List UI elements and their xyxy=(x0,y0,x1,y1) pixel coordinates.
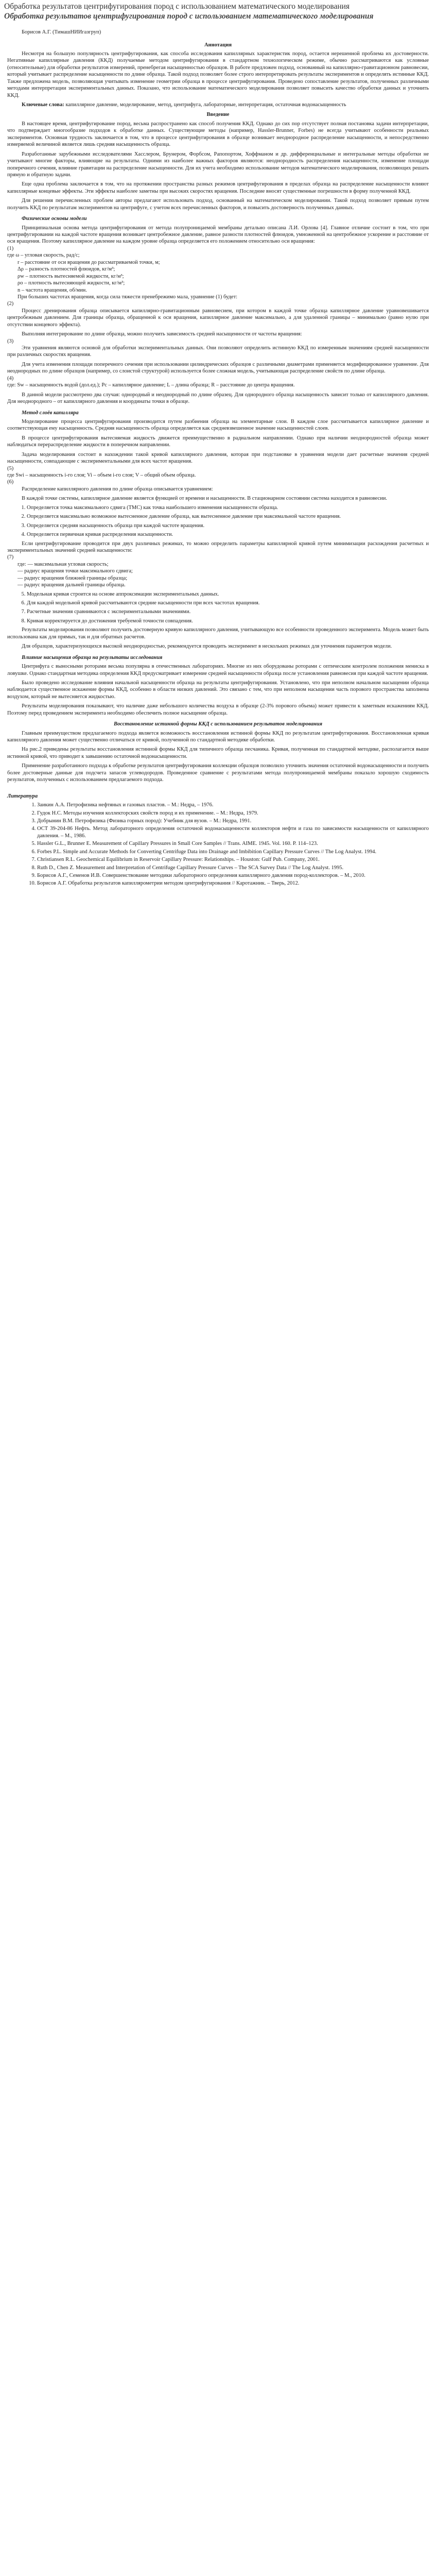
equation-3-label: (3) xyxy=(7,338,14,344)
method-p1: Моделирование процесса центрифугирования производится путем разбиения образца на элементарные слои. В каждом слое рассчитывается капиллярное давление и соответствующая ему насыщенность. Средняя насыщенность образца определяется как средневзвешенное значение насыщенностей слоев. xyxy=(7,418,429,432)
influence-p2: Было проведено исследование влияния начальной насыщенности образца на результаты центрифугирования. Установлено, что при неполном начальном насыщении образца наблюдается существенное искажение формы ККД, особенно в области низких давлений. Это связано с тем, что при неполном насыщении часть порового пространства заполнена воздухом, который не вытесняется жидкостью. xyxy=(7,680,429,700)
list-item: 5. Модельная кривая строится на основе аппроксимации экспериментальных данных. xyxy=(27,591,429,598)
physics-title: Физические основы модели xyxy=(22,216,87,222)
def-item: — радиус вращения ближней границы образца; xyxy=(18,575,128,581)
method-list-2 xyxy=(7,591,429,625)
influence-title-2: Восстановление истинной формы ККД с использованием результатов моделирования xyxy=(113,721,322,727)
reference-item: 4. ОСТ 39-204-86 Нефть. Метод лабораторного определения остаточной водонасыщенности коллекторов нефти и газа по зависимости насыщенности от капиллярного давления. – М., 1986. xyxy=(37,825,429,839)
abstract-text: Несмотря на большую популярность центрифугирования, как способа исследования капиллярных характеристик пород, остается нерешенной проблема их достоверности. Негативные капиллярные давления (ККД) получаемые методом центрифугирования в стандартном технологическом режиме, обычно рассматриваются как условные (относительные) для обработки результатов измерений, пренебрегая насыщенностью образцов. В работе предложен подход, основанный на капиллярно-гравитационном равновесии, который учитывает распределение насыщенности по длине образца. Такой подход позволяет более строго интерпретировать результаты экспериментов и определять истинные ККД. Также предложена модель, позволяющая учитывать изменение геометрии образца в процессе центрифугирования. Проведено сопоставление результатов, полученных различными методами интерпретации экспериментальных данных. Показано, что использование математического моделирования позволяет повысить качество обработки данных и уточнить ККД. xyxy=(7,50,429,98)
influence-p1: Центрифуга с выносными роторами весьма популярна в отечественных лабораториях. Многие из них оборудованы роторами с оптическим контролем положения мениска в ловушке. Однако стандартная методика определения ККД предусматривает измерение средней насыщенности образца после установления равновесия при каждой частоте вращения. xyxy=(7,664,429,676)
equation-7-label: (7) xyxy=(7,554,14,561)
intro-p4: Для решения перечисленных проблем авторы предлагают использовать подход, основанный на математическом моделировании. Такой подход позволяет прямым путем получить ККД по результатам экспериментов на центрифуге, с учетом всех перечисленных факторов, и повысить достоверность полученных данных. xyxy=(7,198,429,211)
influence-p5: На рис.2 приведены результаты восстановления истинной формы ККД для типичного образца песчаника. Кривая, полученная по стандартной методике, располагается выше истинной кривой, что приводит к завышению остаточной водонасыщенности. xyxy=(7,747,429,759)
intro-p3: Еще одна проблема заключается в том, что на протяжении пространства разных режимов центрифугирования в пределах образца на распределение насыщенности влияют капиллярные концевые эффекты. Эти эффекты наиболее заметны при высоких скоростях вращения. Последние вносят существенные погрешности в форму полученной ККД. xyxy=(7,181,429,194)
list-item: 1. Определяется точка максимального сдвига (ТМС) как точка наибольшего изменения насыщенности образца. xyxy=(27,504,429,511)
reference-item: 9. Борисов А.Г., Семенов И.В. Совершенствование методики лабораторного определения капиллярного давления пород-коллекторов. – М., 2010. xyxy=(37,872,429,879)
reference-item: 7. Christiansen R.L. Geochemical Equilibrium in Reservoir Capillary Pressure: Relationships. – Houston: Gulf Pub. Company, 2001. xyxy=(37,856,429,863)
physics-defs xyxy=(18,259,429,294)
method-p8: Результаты моделирования позволяют получить достоверную кривую капиллярного давления, учитывающую все особенности проведенного эксперимента. Модель может быть использована как для прямых, так и для обратных расчетов. xyxy=(7,627,429,640)
intro-p2: Разработанные зарубежными исследователями Хасслером, Брунером, Форбсом, Рапопортом, Хоффманом и др. дифференциальные и интегральные методы обработки не учитывают многие факторы, влияющие на результаты. Одними из наиболее важных факторов являются: неоднородность распределения насыщенности, изменение площади поперечного сечения, влияние гравитации на распределение насыщенности. Для их учета необходимо использование методов математического моделирования, позволяющих решать прямую и обратную задачи. xyxy=(7,151,429,178)
method-p9: Для образцов, характеризующихся высокой неоднородностью, рекомендуется проводить эксперимент в нескольких режимах для уточнения параметров модели. xyxy=(22,643,392,650)
intro-title: Введение xyxy=(206,112,230,118)
physics-p4: Процесс дренирования образца описывается капиллярно-гравитационным равновесием, при котором в каждой точке образца капиллярное давление уравновешивается центробежным давлением. Для границы образца, обращенной к оси вращения, капиллярное давление максимально, а для удаленной границы – минимально (равно нулю при отсутствии концевого эффекта). xyxy=(7,308,429,328)
influence-p3: Результаты моделирования показывают, что наличие даже небольшого количества воздуха в образце (2-3% порового объема) может привести к заметным искажениям ККД. Поэтому перед проведением эксперимента необходимо обеспечить полное насыщение образца. xyxy=(7,703,429,716)
page-subtitle: Обработка результатов центрифугирования пород с использованием математического моделирования xyxy=(4,12,374,21)
method-p2: В процессе центрифугирования вытесняемая жидкость движется преимущественно в радиальном направлении. Однако при наличии неоднородностей образца может наблюдаться перераспределение жидкости в поперечном направлении. xyxy=(7,435,429,448)
list-item: 4. Определяется первичная кривая распределения насыщенности. xyxy=(27,531,429,538)
keywords-text: капиллярное давление, моделирование, метод, центрифуга, лабораторные, интерпретация, остаточная водонасыщенность xyxy=(65,102,346,108)
method-p5: Распределение капиллярного давления по длине образца описывается уравнением: xyxy=(22,486,213,492)
method-title: Метод слоёв капилляра xyxy=(22,410,79,416)
reference-item: 6. Forbes P.L. Simple and Accurate Methods for Converting Centrifuge Data into Drainage and Imbibition Capillary Pressure Curves // The Log Analyst. 1994. xyxy=(37,849,429,855)
def-item: r – расстояние от оси вращения до рассматриваемой точки, м; xyxy=(18,259,160,265)
equation-6-label: (6) xyxy=(7,479,14,485)
document-body xyxy=(0,21,436,887)
equation-2-label: (2) xyxy=(7,301,14,307)
method-defs xyxy=(18,561,429,589)
list-item: 7. Расчетные значения сравниваются с экспериментальными значениями. xyxy=(27,608,429,615)
method-p3: Задача моделирования состоит в нахождении такой кривой капиллярного давления, которая при подстановке в уравнения модели дает расчетные значения средней насыщенности, совпадающие с экспериментальными для всех частот вращения. xyxy=(7,451,429,465)
reference-item: 3. Добрынин В.М. Петрофизика (Физика горных пород): Учебник для вузов. – М.: Недра, 1991. xyxy=(37,818,429,824)
reference-item: 5. Hassler G.L., Brunner E. Measurement of Capillary Pressures in Small Core Samples // Trans. AIME. 1945. Vol. 160. P. 114–123. xyxy=(37,840,429,847)
abstract-title: Аннотация xyxy=(204,42,232,48)
def-item: ρw – плотность вытесняемой жидкости, кг/м³; xyxy=(18,273,124,279)
reference-item: 1. Заикин А.А. Петрофизика нефтяных и газовых пластов. – М.: Недра, – 1976. xyxy=(37,802,429,808)
list-item: 3. Определяется средняя насыщенность образца при каждой частоте вращения. xyxy=(27,522,429,529)
reference-item: 10. Борисов А.Г. Обработка результатов капиллярометрии методом центрифугирования // Каротажник. – Тверь, 2012. xyxy=(37,880,429,887)
keywords xyxy=(7,101,429,108)
list-item: 6. Для каждой модельной кривой рассчитываются средние насыщенности при всех частотах вращения. xyxy=(27,600,429,606)
reference-item: 8. Ruth D., Chen Z. Measurement and Interpretation of Centrifuge Capillary Pressure Curves – The SCA Survey Data // The Log Analyst. 1995. xyxy=(37,865,429,871)
method-p7: Если центрифугирование проводится при двух различных режимах, то можно определить параметры капиллярной кривой путем минимизации расхождения расчетных и экспериментальных значений средней насыщенности: xyxy=(7,540,429,553)
list-item: 8. Кривая корректируется до достижения требуемой точности совпадения. xyxy=(27,618,429,624)
def-item: где: — максимальная угловая скорость; xyxy=(18,561,109,567)
def-item: — радиус вращения точки максимального сдвига; xyxy=(18,568,133,574)
references-list xyxy=(18,802,429,887)
influence-p4: Главным преимуществом предлагаемого подхода является возможность восстановления истинной формы ККД по результатам центрифугирования. Восстановленная кривая капиллярного давления может существенно отличаться от кривой, полученной по стандартной методике обработки. xyxy=(7,730,429,743)
equation-4-label: (4) xyxy=(7,375,14,381)
list-item: 2. Определяется максимально возможное вытесненное давление образца, как вытесненное давление при максимальной частоте вращения. xyxy=(27,513,429,520)
references-title: Литература xyxy=(7,793,38,799)
physics-p7: Для учета изменения площади поперечного сечения при использовании цилиндрических образцов с различными диаметрами применяется модифицированное уравнение. Для неоднородных по длине образцов (например, со слоистой структурой) используется более сложная модель, учитывающая распределение свойств по длине образца. xyxy=(7,361,429,375)
physics-p1: Принципиальная основа метода центрифугирования от метода полупроницаемой мембраны детально описана Л.И. Орлова [4]. Главное отличие состоит в том, что при центрифугировании на каждой частоте вращения возникает центробежное давление, равное разности плотностей флюидов, умноженной на центробежное ускорение и расстояние от оси вращения. Поэтому капиллярное давление на каждом уровне образца определяется его положением относительно оси вращения: xyxy=(7,225,429,245)
def-item: n – частота вращения, об/мин. xyxy=(18,287,87,293)
def-item: Δρ – разность плотностей флюидов, кг/м³; xyxy=(18,266,115,273)
def-item: — радиус вращения дальней границы образца. xyxy=(18,582,126,588)
method-p6: В каждой точке системы, капиллярное давление является функцией от времени и насыщенности. В стационарном состоянии система находится в равновесии. xyxy=(22,496,388,502)
reference-item: 2. Гудок Н.С. Методы изучения коллекторских свойств пород и их применение. – М.: Недра, 1979. xyxy=(37,810,429,817)
equation-5-label: (5) xyxy=(7,465,14,471)
physics-p5: Выполняя интегрирование по длине образца, можно получить зависимость средней насыщенности от частоты вращения: xyxy=(22,331,302,337)
physics-p6: Эти уравнения являются основой для обработки экспериментальных данных. Они позволяют определить истинную ККД по измеренным значениям средней насыщенности при различных скоростях вращения. xyxy=(7,345,429,358)
def-item: ρo – плотность вытесняющей жидкости, кг/м³; xyxy=(18,280,125,286)
page-header xyxy=(0,0,436,21)
physics-p8: где: Sw – насыщенность водой (дол.ед.); Pc – капиллярное давление; L – длина образца; R – расстояние до центра вращения. xyxy=(7,382,295,388)
physics-p3: При больших частотах вращения, когда сила тяжести пренебрежимо мала, уравнение (1) будет: xyxy=(18,294,238,300)
authors: Борисов А.Г. (ТимашНИИгазгруп) xyxy=(22,29,101,36)
method-list xyxy=(7,504,429,538)
physics-p2: где ω – угловая скорость, рад/с; xyxy=(7,252,80,259)
influence-title: Влияние насыщения образца на результаты исследования xyxy=(22,654,163,660)
equation-1-label: (1) xyxy=(7,245,14,251)
physics-p9: В данной модели рассмотрено два случая: однородный и неоднородный по длине образец. Для однородного образца насыщенность зависит только от капиллярного давления. Для неоднородного – от капиллярного давления и координаты точки в образце. xyxy=(7,392,429,405)
intro-p1: В настоящее время, центрифугирование пород, весьма распространено как способ получения ККД. Однако до сих пор отсутствует полная постановка задачи интерпретации, что подтверждает многообразие подходов к обработке данных. Существующие методы (например, Hassler-Brunner, Forbes) не всегда учитывают особенности реальных экспериментов. Основная трудность заключается в том, что в процессе центрифугирования в образце возникает неоднородное распределение насыщенности, и непосредственно измеряемой величиной является лишь средняя насыщенность образца. xyxy=(7,121,429,148)
influence-p6: Применение разработанного подхода к обработке результатов центрифугирования коллекции образцов позволило уточнить значения остаточной водонасыщенности и получить более достоверные данные для подсчета запасов углеводородов. Проведенное сравнение с результатами метода полупроницаемой мембраны показало хорошую сходимость результатов, полученных с использованием предлагаемого подхода. xyxy=(7,763,429,783)
page-title: Обработка результатов центрифугирования пород с использованием математического моделирования xyxy=(4,2,350,11)
method-p4: где Swi – насыщенность i-го слоя; Vi – объем i-го слоя; V – общий объем образца. xyxy=(7,472,196,479)
keywords-label: Ключевые слова: xyxy=(22,102,64,108)
